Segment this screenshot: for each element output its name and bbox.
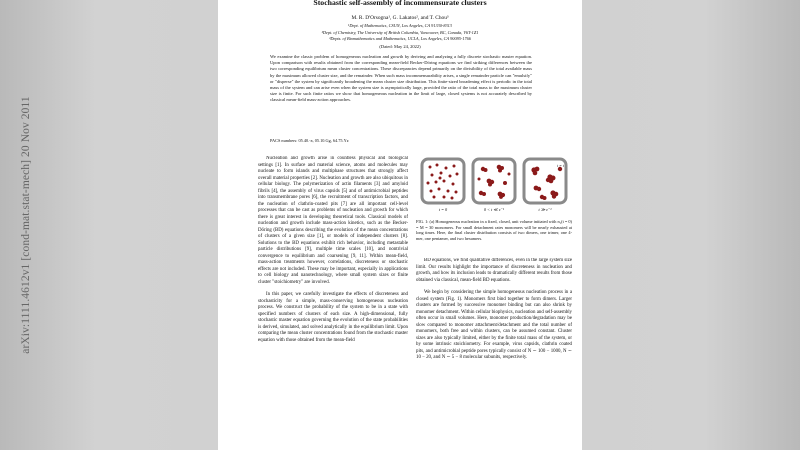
figure-corner-label: t = t (557, 163, 564, 168)
author-list: M. R. D'Orsogna¹, G. Lakatos², and T. Chou³ (351, 15, 449, 21)
figure-1 (416, 157, 572, 217)
affiliation-1: ¹Dept. of Mathematics, CSUN, Los Angeles, CA 91330-8313 (348, 23, 452, 28)
arxiv-stamp (12, 0, 40, 450)
paper-page (218, 0, 582, 450)
figure-label-intermediate: 0 < t ≪ ε⁻¹ (483, 207, 505, 212)
pacs-numbers: PACS numbers: 05.40.-a, 05.10.Gg, 64.75.Yz (270, 138, 349, 143)
figure-label-final: t ≫ ε⁻¹ (538, 207, 552, 212)
right-paragraph-1: BD equations, we find qualitative differences, even in the large system size limit. Our results highlight the importance of discreteness in nucleation and growth, and how its inclusion leads to dramatically different results from those obtained via classical, mean-field BD equations. (416, 258, 572, 283)
right-column (416, 258, 572, 450)
left-column (258, 156, 408, 450)
figure-panel-initial (420, 157, 466, 205)
figure-panel-final (522, 157, 568, 205)
figure-panel-intermediate (471, 157, 517, 205)
viewer-left-margin (0, 0, 218, 450)
date-line: (Dated: May 24, 2022) (379, 44, 421, 49)
intro-paragraph-1: Nucleation and growth arise in countless physical and biological settings [1]. In surface and material science, atoms and molecules may nucleate to form islands and multiphase structures that strongly affect overall material properties [2]. Nucleation and growth are also ubiquitous in cellular biology. The polymerization of actin filaments [3] and amyloid fibrils [4], the assembly of virus capsids [5] and of antimicrobial peptides into transmembrane pores [6], the recruitment of transcription factors, and the nucleation of clathrin-coated pits [7] are all important cell-level processes that can be cast as problems of nucleation and growth for which there is great interest in developing theoretical tools. Classical models of nucleation and growth include mass-action kinetics, such as the Becker-Döring (BD) equations describing the evolution of the mean concentrations of clusters of a given size [1], or models of independent clusters [8]. Solutions to the BD equations exhibit rich behavior, including metastable particle distributions [9], multiple time scales [10], and nontrivial convergence to equilibrium and coarsening [9, 11]. Within mean-field, mass-action treatments however, correlations, discreteness or stochastic effects are not included. These may be important, especially in applications to cell biology and nanotechnology, where small system sizes or finite cluster "stoichiometry" are involved. (258, 156, 408, 285)
viewer-right-margin (582, 0, 800, 450)
paper-title: Stochastic self-assembly of incommensurate clusters (313, 0, 487, 7)
affiliation-3: ³Depts. of Biomathematics and Mathematics, UCLA, Los Angeles, CA 90095-1766 (329, 36, 471, 41)
figure-label-initial: t = 0 (438, 207, 448, 212)
affiliation-2: ²Dept. of Chemistry, The University of British Columbia, Vancouver, BC, Canada, V6T-1Z1 (321, 29, 479, 35)
abstract: We examine the classic problem of homogeneous nucleation and growth by deriving and analyzing a fully discrete stochastic master equation. Upon comparison with results obtained from the corresponding mean-field Becker-Döring equations we find striking differences between the two corresponding equilibrium mean cluster concentrations. These discrepancies depend primarily on the divisibility of the total available mass by the maximum allowed cluster size, and the remainder. When such mass incommensurability arises, a single remainder particle can "emulsify" or "disperse" the system by significantly broadening the mean cluster size distribution. This finite-sized broadening effect is periodic in the total mass of the system and can arise even when the system size is asymptotically large, provided the ratio of the total mass to the maximum cluster size is finite. For such finite ratios we show that homogeneous nucleation in the limit of large, closed systems is not accurately described by classical mean-field mass-action approaches. (270, 54, 532, 103)
figure-1-caption: FIG. 1: (a) Homogeneous nucleation in a fixed, closed, unit volume initiated with n₁(t = 0) = M = 30 monomers. For small detachment rates monomers will be nearly exhausted at long times. Here, the final cluster distribution consists of two dimers, one trimer, one 4-mer, one pentamer, and two hexamers. (416, 219, 572, 241)
intro-paragraph-2: In this paper, we carefully investigate the effects of discreteness and stochasticity for a simple, mass-conserving homogeneous nucleation process. We construct the probability of the system to be in a state with specified numbers of clusters of each size. A high-dimensional, fully stochastic master equation governing the evolution of the state probabilities is derived, simulated, and solved analytically in the equilibrium limit. Upon comparing the mean cluster concentrations found from the stochastic master equation with those obtained from the mean-field (258, 292, 408, 343)
right-paragraph-2: We begin by considering the simple homogeneous nucleation process in a closed system (Fig. 1). Monomers first bind together to form dimers. Larger clusters are formed by successive monomer binding but can also shrink by monomer detachment. Within cellular biophysics, nucleation and self-assembly often occur in small volumes. Here, monomer production/degradation may be slow compared to monomer attachment/detachment and the total number of monomers, both free and within clusters, can be assumed constant. Cluster sizes are also typically limited, either by the finite total mass of the system, or by some intrinsic stoichiometry. For example, virus capsids, clathrin coated pits, and antimicrobial peptide pores typically consist of N ∼ 100 − 1000, N ∼ 10 − 20, and N ∼ 5 − 8 molecular subunits, respectively. (416, 290, 572, 360)
arxiv-identifier: arXiv:1111.4612v1 [cond-mat.stat-mech] 20 Nov 2011 (20, 96, 32, 354)
